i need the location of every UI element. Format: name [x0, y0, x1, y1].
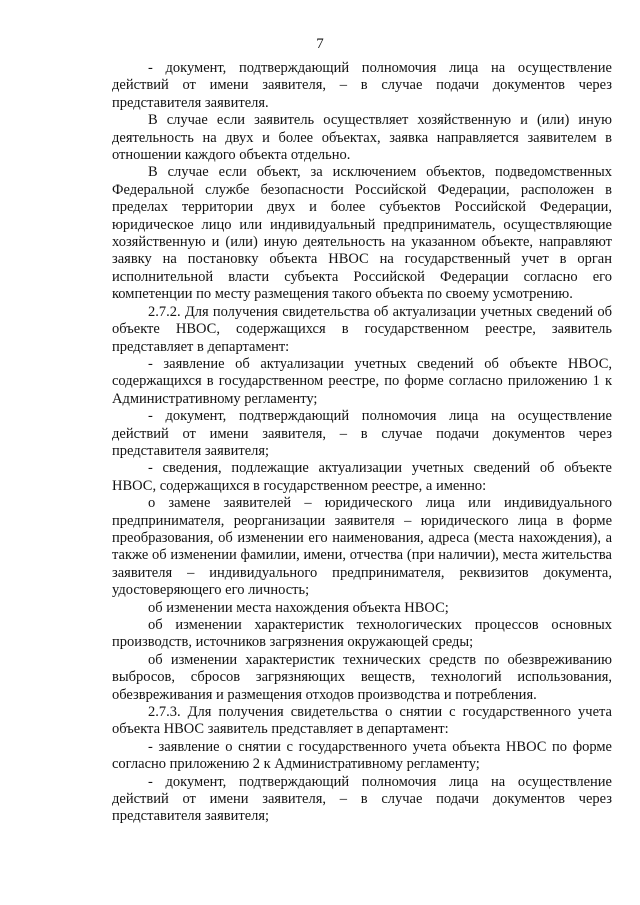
paragraph-location-change: об изменении места нахождения объекта НВОС;	[148, 599, 449, 616]
list-item-update-application: - заявление об актуализации учетных сведений об объекте НВОС, содержащихся в государственном реестре, по форме согласно приложению 1 к Административному регламенту;	[112, 355, 612, 407]
paragraph-process-changes: об изменении характеристик технологических процессов основных производств, источников загрязнения окружающей среды;	[112, 617, 612, 651]
list-item-authority-document-2: - документ, подтверждающий полномочия лица на осуществление действий от имени заявителя, – в случае подачи документов через представителя заявителя;	[112, 773, 612, 825]
paragraph-representative-document: - документ, подтверждающий полномочия лица на осуществление действий от имени заявителя, – в случае подачи документов через представителя заявителя.	[112, 60, 612, 111]
paragraph-multiple-regions: В случае если объект, за исключением объектов, подведомственных Федеральной службе безопасности Российской Федерации, расположен в пределах территории двух и более субъектов Российской Федерации, юридическое лицо или индивидуальный предприниматель, осуществляющие хозяйственную и (или) иную деятельность на указанном объекте, направляют заявку на постановку объекта НВОС на государственный учет в орган исполнительной власти субъекта Российской Федерации согласно его компетенции по месту размещения такого объекта по своему усмотрению.	[112, 164, 612, 303]
page-number: 7	[316, 36, 324, 52]
list-item-deregistration-application: - заявление о снятии с государственного учета объекта НВОС по форме согласно приложению 2 к Административному регламенту;	[112, 738, 612, 773]
paragraph-2-7-3: 2.7.3. Для получения свидетельства о снятии с государственного учета объекта НВОС заявитель представляет в департамент:	[112, 704, 612, 738]
paragraph-technical-means-changes: об изменении характеристик технических средств по обезвреживанию выбросов, сбросов загрязняющих веществ, технологий использования, обезвреживания и размещения отходов производства и потребления.	[112, 651, 612, 703]
paragraph-applicant-changes: о замене заявителей – юридического лица или индивидуального предпринимателя, реорганизации заявителя – юридического лица в форме преобразования, об изменении его наименования, адреса (места нахождения), а также об изменении фамилии, имени, отчества (при наличии), места жительства заявителя – индивидуального предпринимателя, реквизитов документа, удостоверяющего его личность;	[112, 495, 612, 599]
list-item-update-information: - сведения, подлежащие актуализации учетных сведений об объекте НВОС, содержащихся в государственном реестре, а именно:	[112, 460, 612, 494]
paragraph-multiple-objects: В случае если заявитель осуществляет хозяйственную и (или) иную деятельность на двух и более объектах, заявка направляется заявителем в отношении каждого объекта отдельно.	[112, 112, 612, 164]
list-item-authority-document: - документ, подтверждающий полномочия лица на осуществление действий от имени заявителя, – в случае подачи документов через представителя заявителя;	[112, 408, 612, 459]
document-body	[112, 60, 612, 826]
paragraph-2-7-2: 2.7.2. Для получения свидетельства об актуализации учетных сведений об объекте НВОС, содержащихся в государственном реестре, заявитель представляет в департамент:	[112, 303, 612, 355]
